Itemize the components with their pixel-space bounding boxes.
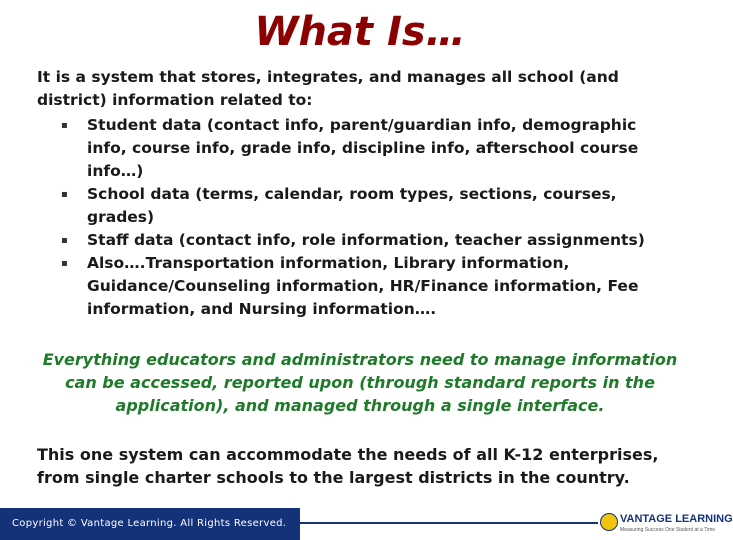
emphasis-statement: Everything educators and administrators need to manage information can be accessed, reported upon (through standard reports in the application), and managed through a single interface. (42, 350, 678, 415)
bullet-text: Also….Transportation information, Library information, Guidance/Counseling information, HR/Finance information, Fee information, and Nursing information…. (87, 254, 639, 318)
copyright-text: Copyright © Vantage Learning. All Rights Reserved. (12, 518, 287, 529)
bullet-icon: ▪ (61, 235, 68, 246)
logo-text: VANTAGE LEARNING (620, 513, 733, 525)
bullet-icon: ▪ (61, 189, 68, 200)
intro-text: It is a system that stores, integrates, and manages all school (and district) information related to: (37, 68, 619, 109)
footer-divider (300, 522, 598, 524)
slide-body (37, 66, 677, 321)
list-item (61, 252, 677, 321)
list-item (61, 183, 677, 229)
logo-tagline: Measuring Success One Student at a Time (620, 527, 716, 533)
bullet-text: Staff data (contact info, role information, teacher assignments) (87, 231, 645, 249)
bullet-icon: ▪ (61, 120, 68, 131)
closing-statement: This one system can accommodate the needs of all K-12 enterprises, from single charter schools to the largest districts in the country. (37, 445, 659, 487)
vantage-logo (600, 511, 733, 537)
list-item (61, 229, 677, 252)
footer-bar (0, 508, 300, 540)
bullet-text: Student data (contact info, parent/guardian info, demographic info, course info, grade info, discipline info, afterschool course info…) (87, 116, 639, 180)
bullet-text: School data (terms, calendar, room types, sections, courses, grades) (87, 185, 617, 226)
bullet-icon: ▪ (61, 258, 68, 269)
bullet-list (37, 114, 677, 321)
list-item (61, 114, 677, 183)
slide-title: What Is… (254, 9, 466, 55)
logo-emblem-icon (600, 513, 618, 531)
